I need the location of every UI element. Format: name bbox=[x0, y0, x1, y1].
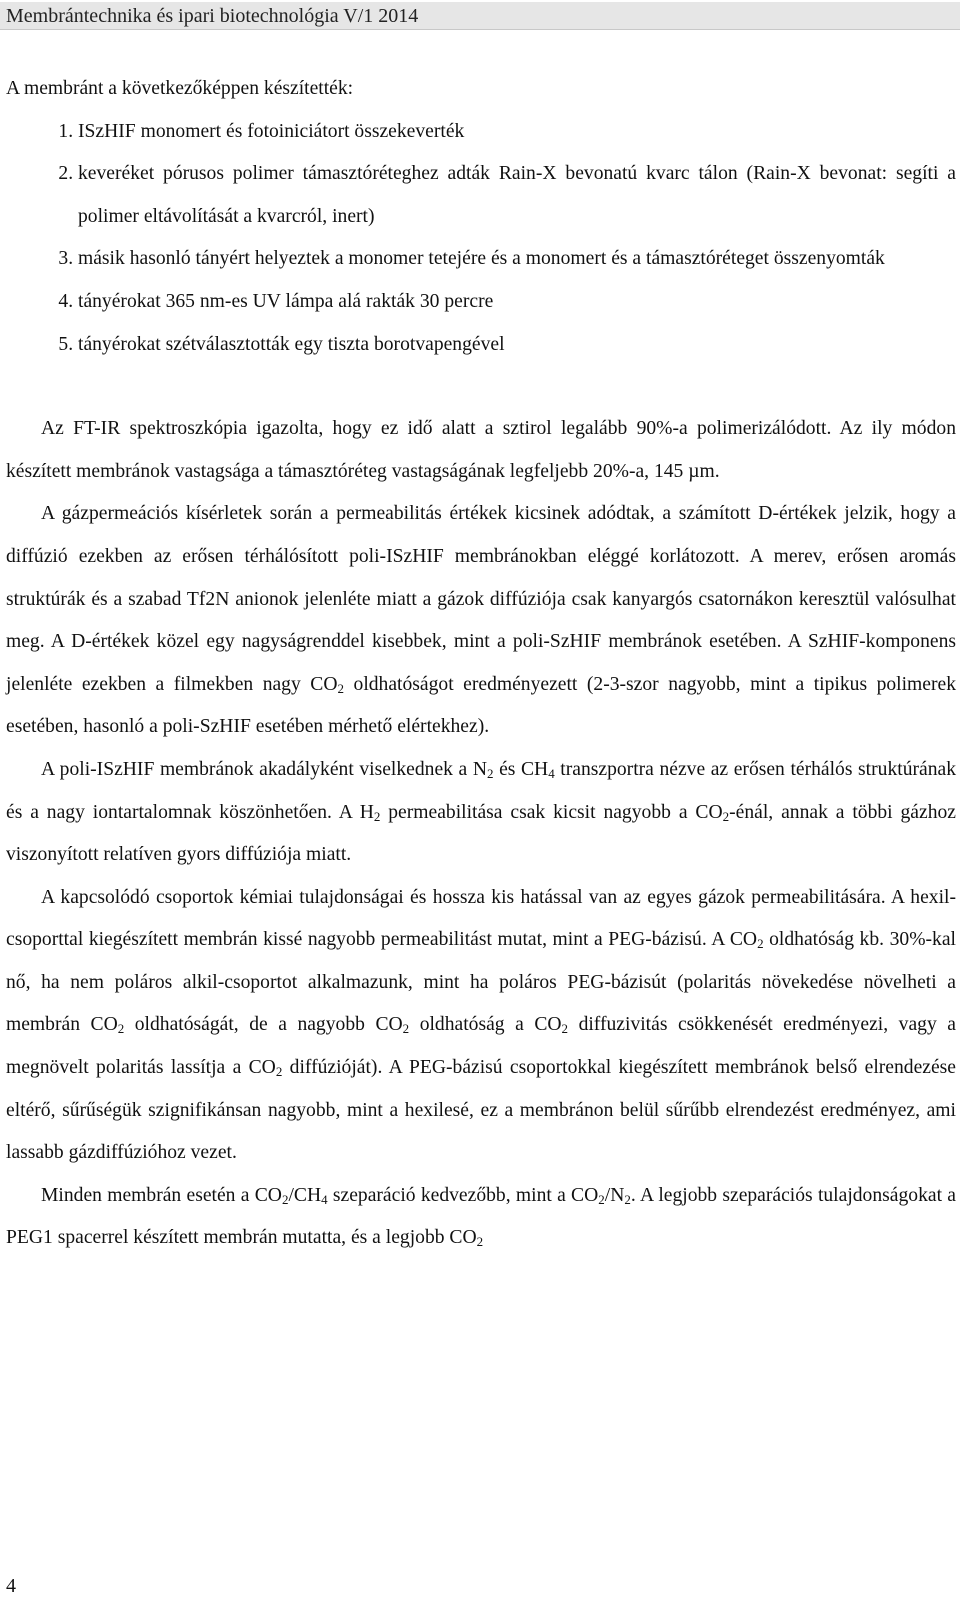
document-body bbox=[6, 68, 956, 1260]
paragraph-chemical-groups: A kapcsolódó csoportok kémiai tulajdonságai és hossza kis hatással van az egyes gázok permeabilitására. A hexil-csoporttal kiegészített membrán kissé nagyobb permeabilitást mutat, mint a PEG-bázisú. A $CO_2$ oldhatóság kb. 30%-kal nő, ha nem poláros alkil-csoportot alkalmazunk, mint ha poláros PEG-bázisút (polaritás növekedése növelheti a membrán $CO_2$ oldhatóságát, de a nagyobb $CO_2$ oldhatóság a $CO_2$ diffuzivitás csökkenését eredményezi, vagy a megnövelt polaritás lassítja a $CO_2$ diffúzióját). A PEG-bázisú csoportokkal kiegészített membránok belső elrendezése eltérő, sűrűségük szignifikánsan nagyobb, mint a hexilesé, ez a membránon belül sűrűbb elrendezést eredményez, ami lassabb gázdiffúzióhoz vezet. bbox=[6, 886, 957, 1164]
list-item: 1. ISzHIF monomert és fotoiniciátort összekeverték bbox=[78, 111, 956, 154]
paragraph-ftir: Az FT-IR spektroszkópia igazolta, hogy ez idő alatt a sztirol legalább 90%-a polimerizálódott. Az ily módon készített membránok vastagsága a támasztóréteg vastagságának legfeljebb 20%-a, 145 µm. bbox=[6, 418, 956, 482]
paragraph-separation: Minden membrán esetén a $CO_2/CH_4$ szeparáció kedvezőbb, mint a $CO_2/N_2$. A legjobb szeparációs tulajdonságokat a PEG1 spacerrel készített membrán mutatta, és a legjobb $CO_2$ bbox=[6, 1184, 956, 1250]
page-number: 4 bbox=[6, 1575, 16, 1597]
paragraph-barrier: A poli-ISzHIF membránok akadályként viselkednek a $N_2$ és $CH_4$ transzportra nézve az erősen térhálós struktúrának és a nagy iontartalomnak köszönhetően. A $H_2$ permeabilitása csak kicsit nagyobb a $CO_2$-énál, annak a többi gázhoz viszonyított relatíven gyors diffúziója miatt. bbox=[6, 758, 957, 866]
running-header: Membrántechnika és ipari biotechnológia V/1 2014 bbox=[0, 2, 960, 30]
intro-text: A membránt a következőképpen készítették: bbox=[6, 78, 354, 99]
list-item: 2. keveréket pórusos polimer támasztóréteghez adták Rain-X bevonatú kvarc tálon (Rain-X bevonat: segíti a polimer eltávolítását a kvarcról, inert) bbox=[78, 153, 956, 238]
list-item: 5. tányérokat szétválasztották egy tiszta borotvapengével bbox=[78, 324, 956, 367]
procedure-list bbox=[6, 111, 956, 367]
list-item: 4. tányérokat 365 nm-es UV lámpa alá rakták 30 percre bbox=[78, 281, 956, 324]
paragraph-gas-permeation: A gázpermeációs kísérletek során a permeabilitás értékek kicsinek adódtak, a számított D-értékek jelzik, hogy a diffúzió ezekben az erősen térhálósított poli-ISzHIF membránokban eléggé korlátozott. A merev, erősen aromás struktúrák és a szabad Tf2N anionok jelenléte miatt a gázok diffúziója csak kanyargós csatornákon keresztül valósulhat meg. A D-értékek közel egy nagyságrenddel kisebbek, mint a poli-SzHIF membránok esetében. A SzHIF-komponens jelenléte ezekben a filmekben nagy $CO_2$ oldhatóságot eredményezett (2-3-szor nagyobb, mint a tipikus polimerek esetében, hasonló a poli-SzHIF esetében mérhető elértekhez). bbox=[6, 503, 957, 738]
list-item: 3. másik hasonló tányért helyeztek a monomer tetejére és a monomert és a támasztóréteget összenyomták bbox=[78, 238, 956, 281]
